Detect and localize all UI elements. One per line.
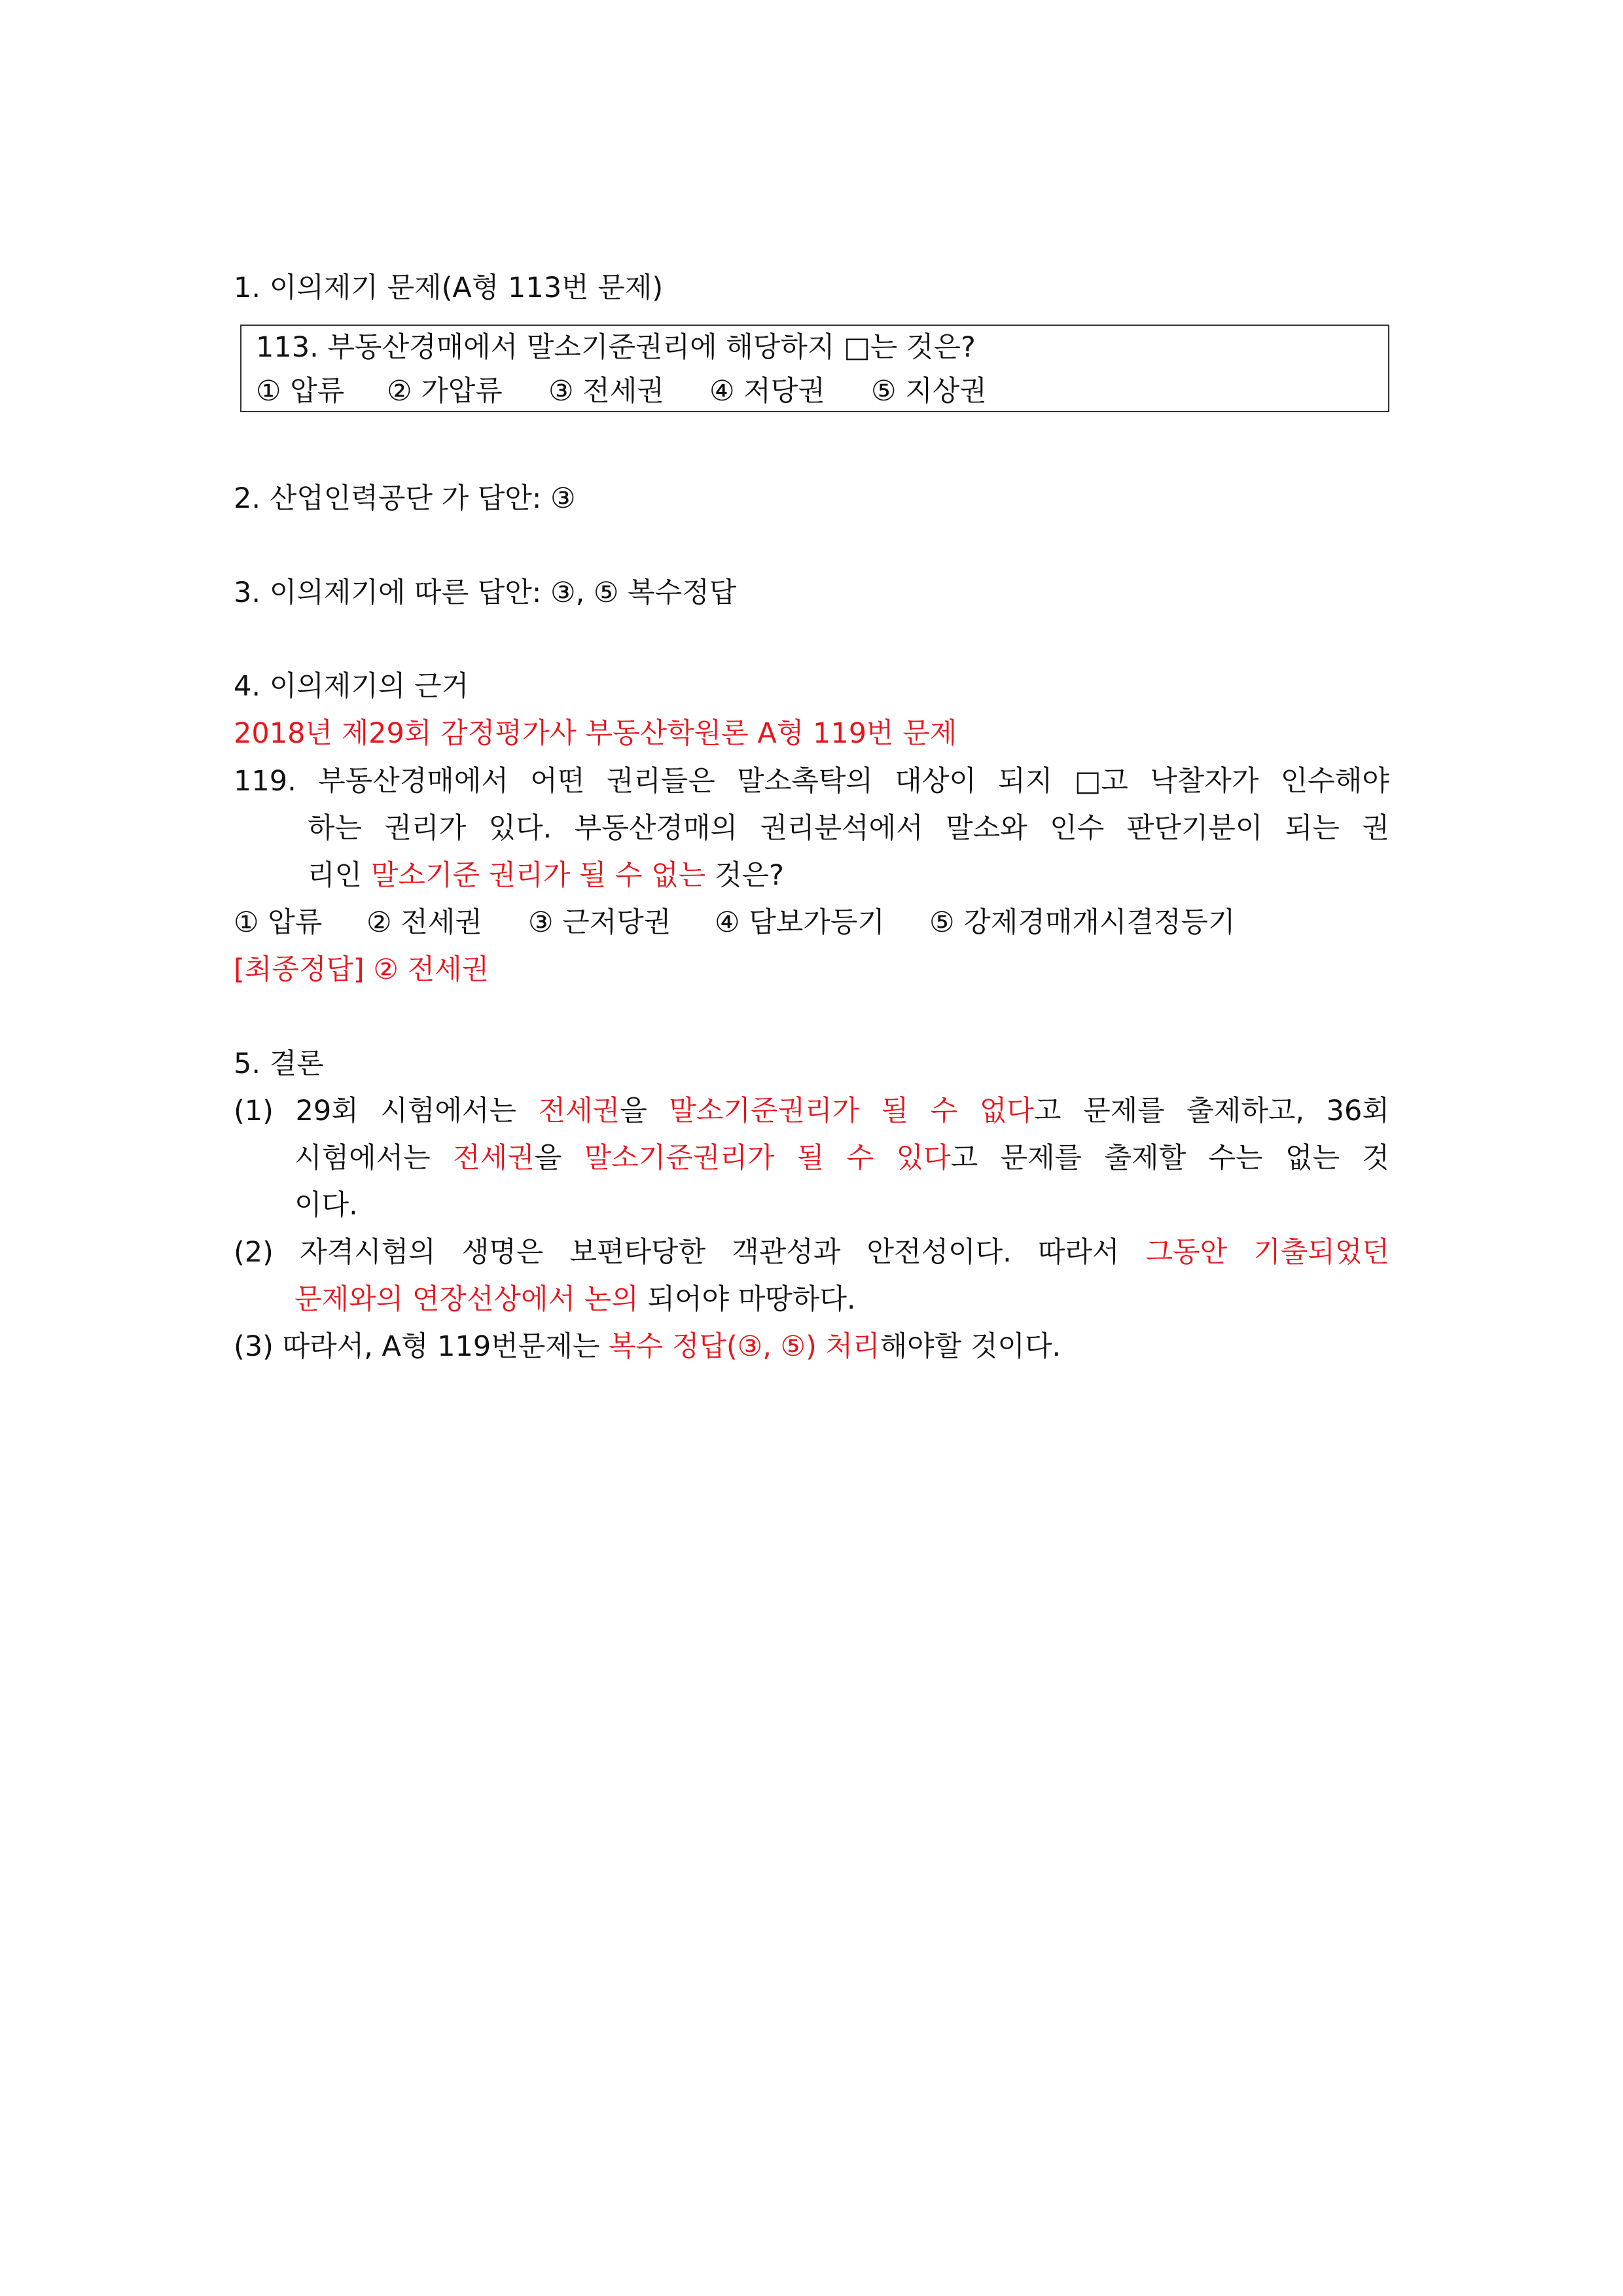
question-119-options [234, 899, 1389, 946]
question-119-word: 되지 [998, 765, 1053, 798]
question-119-word: 말소촉탁의 [737, 765, 873, 798]
conclusion-1-word: 있다고 [896, 1142, 978, 1174]
conclusion-1-line1 [234, 1087, 1389, 1135]
section1-heading: 1. 이의제기 문제(A형 113번 문제) [234, 272, 664, 304]
conclusion-3-suffix: 해야할 것이다. [880, 1330, 1061, 1363]
conclusion-1-word: 29회 [295, 1095, 359, 1127]
conclusion-1-word: 될 [796, 1142, 825, 1174]
question-119-word: 되는 [1285, 812, 1340, 845]
conclusion-2-word: 보편타당한 [569, 1236, 706, 1269]
option-2: ② 전세권 [366, 906, 482, 939]
option-5: ⑤ 지상권 [871, 375, 987, 408]
conclusion-2-word: 따라서 [1037, 1236, 1120, 1269]
conclusion-1-word: (1) [234, 1095, 274, 1127]
question-119-word: 낙찰자가 [1150, 765, 1259, 798]
question-119-word: 권리분석에서 [760, 812, 923, 845]
question-119-line3 [308, 852, 784, 899]
conclusion-1-word: 출제하고, [1186, 1095, 1305, 1127]
conclusion-1-word: 시험에서는 [380, 1095, 517, 1127]
question-119-word: □고 [1074, 765, 1128, 798]
final-answer: [최종정답] ② 전세권 [234, 953, 490, 986]
conclusion-3-highlight: 복수 정답(③, ⑤) 처리 [609, 1330, 880, 1363]
conclusion-1-word: 것 [1362, 1142, 1389, 1174]
conclusion-1-word: 전세권을 [538, 1095, 647, 1127]
conclusion-1-word: 문제를 [1000, 1142, 1082, 1174]
question-box [240, 325, 1389, 412]
question-119-word: 권리가 [384, 812, 467, 845]
option-2: ② 가압류 [387, 375, 503, 408]
question-119-word: 말소와 [946, 812, 1027, 845]
question-119-word: 권 [1362, 812, 1389, 845]
conclusion-1-word: 시험에서는 [294, 1142, 431, 1174]
option-1: ① 압류 [234, 906, 323, 939]
conclusion-2-word: 객관성과 [732, 1236, 841, 1269]
conclusion-3-prefix: (3) 따라서, A형 119번문제는 [234, 1330, 609, 1363]
question-119-word: 하는 [308, 812, 363, 845]
conclusion-2-line1 [234, 1229, 1389, 1276]
conclusion-1-word: 출제할 [1104, 1142, 1186, 1174]
conclusion-1-word: 36회 [1326, 1095, 1389, 1127]
question-119-word: 판단기분이 [1126, 812, 1263, 845]
conclusion-3 [234, 1323, 1061, 1370]
option-4: ④ 저당권 [709, 375, 825, 408]
section2-heading: 2. 산업인력공단 가 답안: ③ [234, 482, 576, 515]
question-119-word: 권리들은 [606, 765, 715, 798]
conclusion-1-line3: 이다. [294, 1189, 358, 1222]
question-119-line2 [308, 805, 1389, 852]
conclusion-2-line2 [294, 1276, 856, 1323]
option-5: ⑤ 강제경매개시결정등기 [929, 906, 1236, 939]
question-119-word: 119. [234, 765, 296, 798]
question-119-word: 대상이 [895, 765, 976, 798]
question-119-word: 있다. [488, 812, 552, 845]
conclusion-2-suffix: 되어야 마땅하다. [638, 1283, 856, 1316]
conclusion-2-word: 자격시험의 [299, 1236, 436, 1269]
question-119-line3-prefix: 리인 [308, 859, 371, 892]
question-119-line3-suffix: 것은? [705, 859, 784, 892]
question-113: 113. 부동산경매에서 말소기준권리에 해당하지 □는 것은? [256, 331, 976, 364]
conclusion-2-word: 생명은 [461, 1236, 544, 1269]
conclusion-1-word: 전세권을 [453, 1142, 562, 1174]
conclusion-1-line2 [294, 1135, 1389, 1182]
source-reference: 2018년 제29회 감정평가사 부동산학원론 A형 119번 문제 [234, 717, 957, 750]
conclusion-1-word: 없는 [1285, 1142, 1340, 1174]
option-4: ④ 담보가등기 [715, 906, 885, 939]
conclusion-1-word: 말소기준권리가 [584, 1142, 775, 1174]
conclusion-2-word: 기출되었던 [1253, 1236, 1389, 1269]
section5-heading: 5. 결론 [234, 1048, 324, 1080]
conclusion-1-word: 될 [881, 1095, 909, 1127]
question-119-word: 인수해야 [1280, 765, 1389, 798]
conclusion-2-word: 안전성이다. [866, 1236, 1012, 1269]
option-1: ① 압류 [256, 375, 345, 408]
question-119-word: 인수 [1050, 812, 1105, 845]
conclusion-2-word: (2) [234, 1236, 274, 1269]
question-119-word: 어떤 [530, 765, 585, 798]
question-119-word: 부동산경매에서 [318, 765, 508, 798]
conclusion-2-word: 그동안 [1145, 1236, 1228, 1269]
option-3: ③ 근저당권 [528, 906, 671, 939]
question-119-highlight: 말소기준 권리가 될 수 없는 [370, 859, 706, 892]
conclusion-1-word: 문제를 [1083, 1095, 1165, 1127]
question-119-line1 [234, 758, 1389, 805]
section4-heading: 4. 이의제기의 근거 [234, 670, 469, 703]
section3-heading: 3. 이의제기에 따른 답안: ③, ⑤ 복수정답 [234, 576, 737, 609]
conclusion-1-word: 수 [846, 1142, 874, 1174]
option-3: ③ 전세권 [548, 375, 664, 408]
conclusion-1-word: 말소기준권리가 [669, 1095, 860, 1127]
conclusion-2-highlight: 문제와의 연장선상에서 논의 [294, 1283, 639, 1316]
conclusion-1-word: 수 [930, 1095, 958, 1127]
conclusion-1-word: 없다고 [979, 1095, 1061, 1127]
conclusion-1-word: 수는 [1208, 1142, 1263, 1174]
question-119-word: 부동산경매의 [574, 812, 738, 845]
